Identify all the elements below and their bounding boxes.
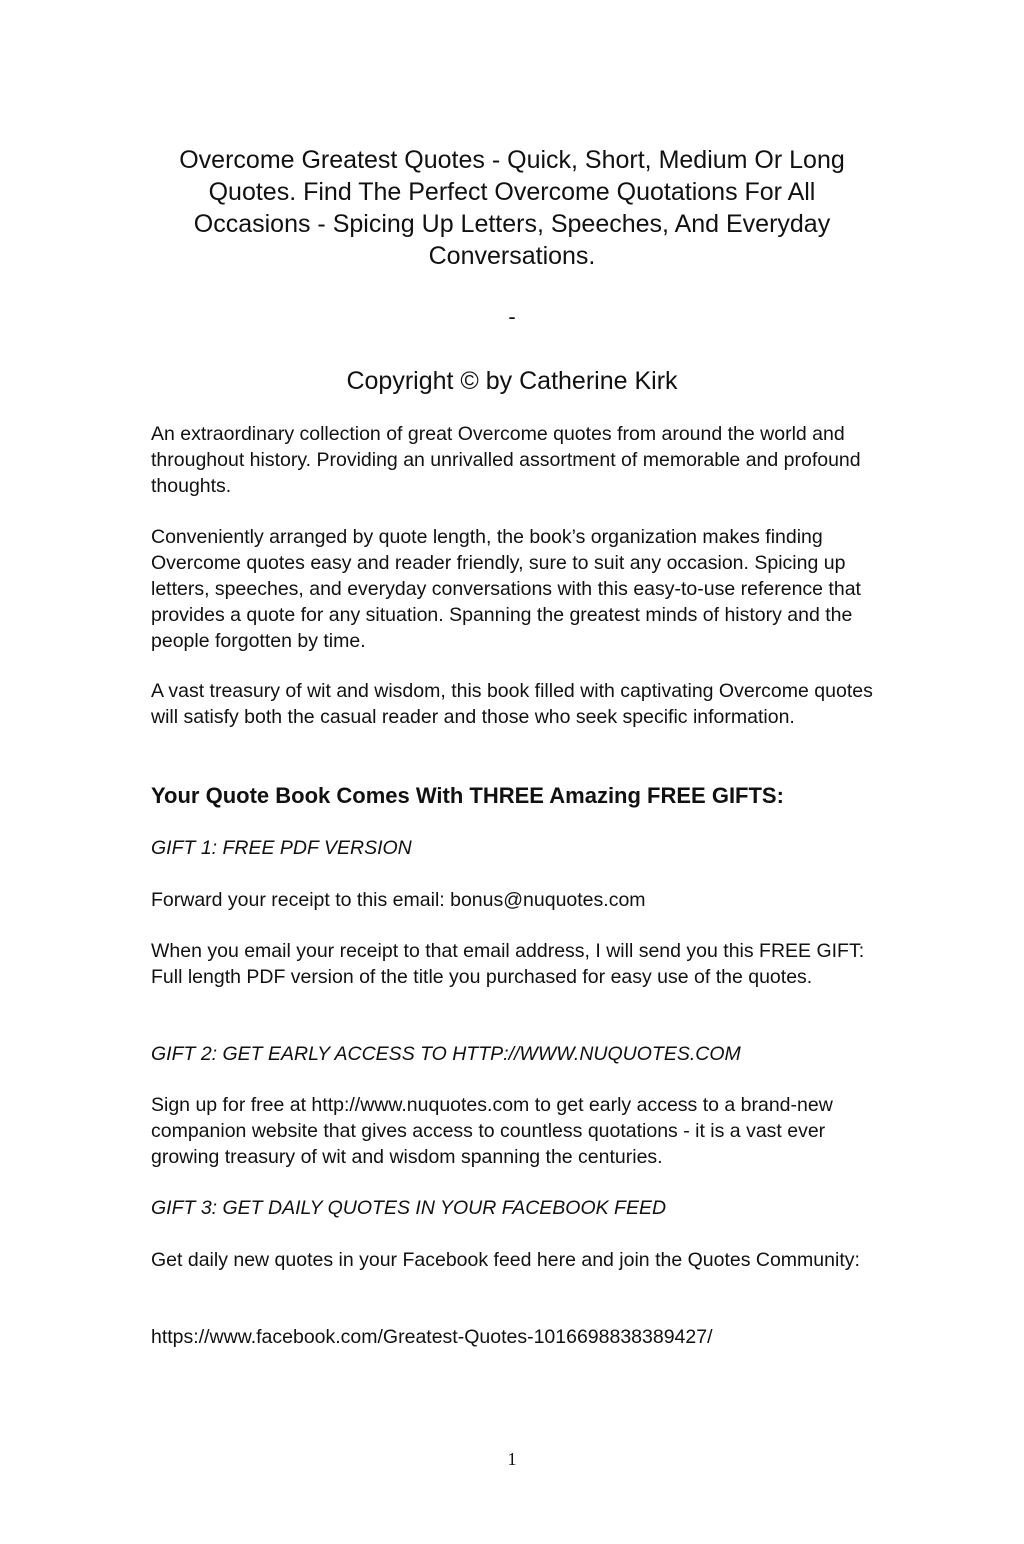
intro-paragraph: A vast treasury of wit and wisdom, this book filled with captivating Overcome quotes will satisfy both the casual reader and those who seek specific information. (151, 680, 873, 728)
gift-2-description: Sign up for free at http://www.nuquotes.com to get early access to a brand-new companion website that gives access to countless quotations - it is a vast ever growing treasury of wit and wisdom spanning the centuries. (151, 1094, 833, 1168)
page-number: 1 (507, 1449, 517, 1469)
gifts-heading: Your Quote Book Comes With THREE Amazing FREE GIFTS: (151, 783, 784, 808)
gift-1-description: When you email your receipt to that email address, I will send you this FREE GIFT: Full length PDF version of the title you purchased for easy use of the quotes. (151, 940, 865, 988)
gift-3-description: Get daily new quotes in your Facebook feed here and join the Quotes Community: (151, 1249, 860, 1271)
intro-paragraph: An extraordinary collection of great Overcome quotes from around the world and throughout history. Providing an unrivalled assortment of memorable and profound thoughts. (151, 423, 861, 497)
intro-paragraph: Conveniently arranged by quote length, the book’s organization makes finding Overcome quotes easy and reader friendly, sure to suit any occasion. Spicing up letters, speeches, and everyday conversations with this easy-to-use reference that provides a quote for any situation. Spanning the greatest minds of history and the people forgotten by time. (151, 526, 861, 652)
separator-dash: - (508, 304, 516, 329)
gift-1-title: GIFT 1: FREE PDF VERSION (151, 837, 412, 859)
gift-3-title: GIFT 3: GET DAILY QUOTES IN YOUR FACEBOOK FEED (151, 1197, 667, 1219)
facebook-link: https://www.facebook.com/Greatest-Quotes-1016698838389427/ (151, 1326, 713, 1348)
gift-2-title: GIFT 2: GET EARLY ACCESS TO HTTP://WWW.NUQUOTES.COM (151, 1043, 741, 1065)
gift-1-email-line: Forward your receipt to this email: bonus@nuquotes.com (151, 889, 646, 911)
copyright-line: Copyright © by Catherine Kirk (346, 367, 678, 395)
book-title: Overcome Greatest Quotes - Quick, Short, Medium Or Long Quotes. Find The Perfect Overcome Quotations For All Occasions - Spicing Up Letters, Speeches, And Everyday Conversations. (179, 146, 845, 270)
